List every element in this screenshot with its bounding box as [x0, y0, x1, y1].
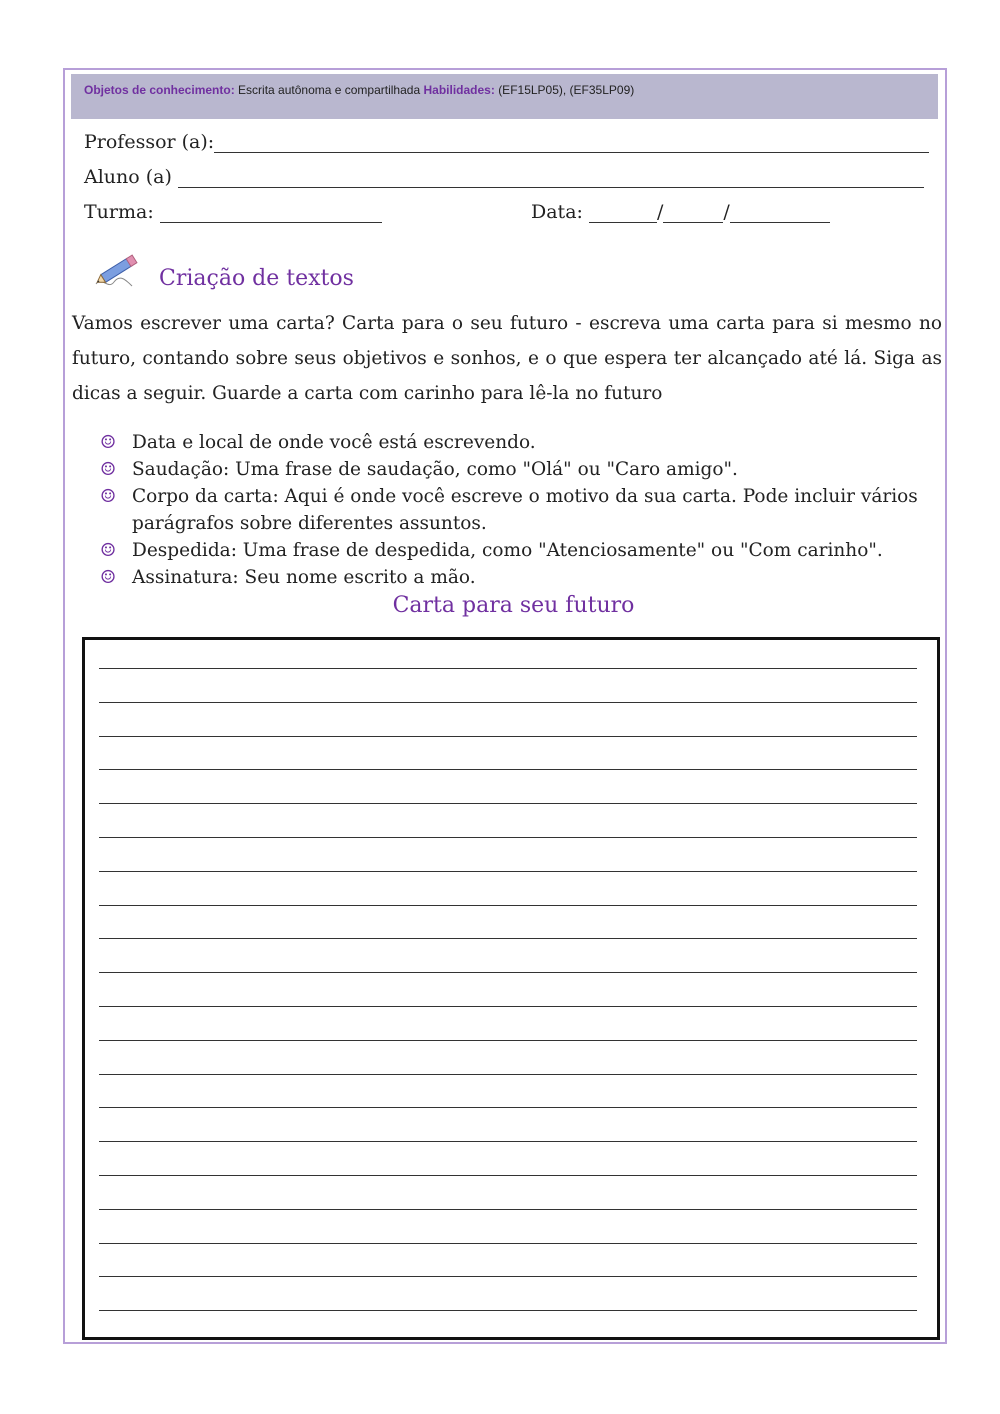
date-separator: / [723, 201, 730, 223]
class-field [84, 201, 382, 223]
writing-line[interactable] [99, 702, 917, 703]
writing-line[interactable] [99, 803, 917, 804]
smiley-icon: ☺ [100, 540, 117, 561]
writing-line[interactable] [99, 1175, 917, 1176]
teacher-input[interactable] [214, 134, 929, 153]
writing-line[interactable] [99, 938, 917, 939]
list-item: ☺ Despedida: Uma frase de despedida, como "Atenciosamente" ou "Com carinho". [100, 537, 945, 564]
class-label: Turma: [84, 201, 154, 223]
list-item: ☺ Data e local de onde você está escrevendo. [100, 429, 945, 456]
list-item: ☺ Corpo da carta: Aqui é onde você escreve o motivo da sua carta. Pode incluir vários parágrafos sobre diferentes assuntos. [100, 483, 945, 537]
date-year-input[interactable] [730, 204, 830, 223]
writing-line[interactable] [99, 871, 917, 872]
smiley-icon: ☺ [100, 432, 117, 453]
objects-label: Objetos de conhecimento: [84, 83, 235, 97]
header-band [71, 74, 938, 119]
student-input[interactable] [178, 169, 924, 188]
date-label: Data: [531, 201, 583, 223]
class-input[interactable] [160, 204, 382, 223]
writing-line[interactable] [99, 668, 917, 669]
writing-line[interactable] [99, 905, 917, 906]
smiley-icon: ☺ [100, 459, 117, 480]
student-field [84, 166, 924, 188]
teacher-field [84, 131, 929, 153]
letter-title: Carta para seu futuro [392, 593, 635, 618]
writing-line[interactable] [99, 1310, 917, 1311]
section-title: Criação de textos [159, 266, 354, 291]
skills-value: (EF15LP05), (EF35LP09) [498, 83, 635, 97]
date-month-input[interactable] [663, 204, 723, 223]
objects-value: Escrita autônoma e compartilhada [238, 83, 421, 97]
student-label: Aluno (a) [84, 166, 172, 188]
writing-line[interactable] [99, 1074, 917, 1075]
writing-line[interactable] [99, 837, 917, 838]
letter-writing-box[interactable] [82, 637, 940, 1340]
date-day-input[interactable] [589, 204, 657, 223]
smiley-icon: ☺ [100, 567, 117, 588]
smiley-icon: ☺ [100, 486, 117, 507]
writing-line[interactable] [99, 769, 917, 770]
date-field [531, 201, 830, 223]
writing-line[interactable] [99, 736, 917, 737]
writing-line[interactable] [99, 1243, 917, 1244]
writing-line[interactable] [99, 1141, 917, 1142]
skills-label: Habilidades: [423, 83, 495, 97]
writing-line[interactable] [99, 1006, 917, 1007]
teacher-label: Professor (a): [84, 131, 215, 153]
writing-line[interactable] [99, 972, 917, 973]
writing-line[interactable] [99, 1276, 917, 1277]
writing-line[interactable] [99, 1209, 917, 1210]
list-item: ☺ Assinatura: Seu nome escrito a mão. [100, 564, 945, 591]
pencil-icon [92, 250, 146, 294]
writing-line[interactable] [99, 1107, 917, 1108]
date-separator: / [656, 201, 664, 223]
intro-paragraph: Vamos escrever uma carta? Carta para o seu futuro - escreva uma carta para si mesmo no futuro, contando sobre seus objetivos e sonhos, e o que espera ter alcançado até lá. Siga as dicas a seguir. Guarde a carta com carinho para lê-la no futuro [72, 313, 942, 404]
writing-line[interactable] [99, 1040, 917, 1041]
tips-list [100, 429, 945, 591]
list-item: ☺ Saudação: Uma frase de saudação, como "Olá" ou "Caro amigo". [100, 456, 945, 483]
